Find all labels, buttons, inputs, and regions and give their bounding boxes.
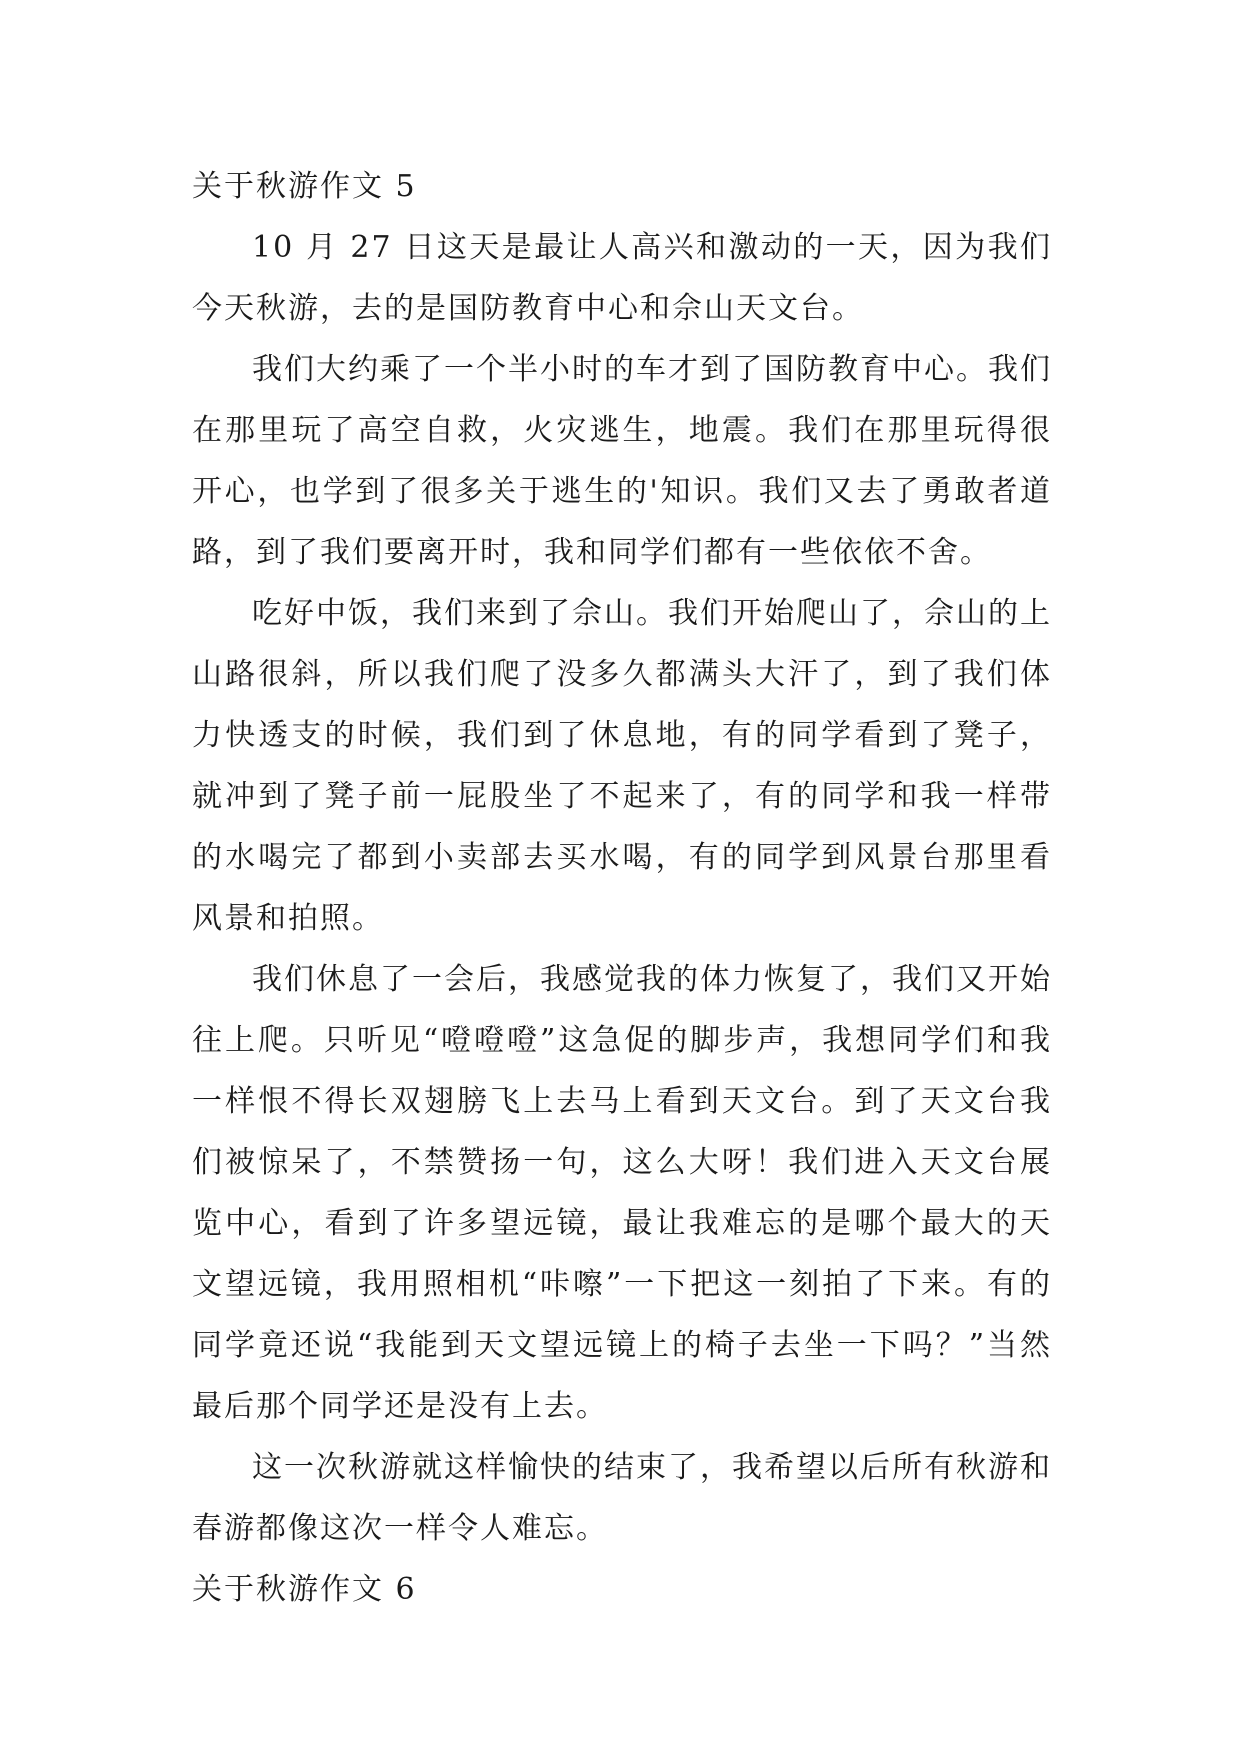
section-heading-5: 关于秋游作文 5	[192, 169, 417, 204]
section-heading-6: 关于秋游作文 6	[192, 1572, 417, 1607]
document-page	[192, 156, 1052, 1620]
paragraph-4: 我们休息了一会后，我感觉我的体力恢复了，我们又开始往上爬。只听见“噔噔噔”这急促的脚步声，我想同学们和我一样恨不得长双翅膀飞上去马上看到天文台。到了天文台我们被惊呆了，不禁赞扬一句，这么大呀！我们进入天文台展览中心，看到了许多望远镜，最让我难忘的是哪个最大的天文望远镜，我用照相机“咔嚓”一下把这一刻拍了下来。有的同学竟还说“我能到天文望远镜上的椅子去坐一下吗？”当然最后那个同学还是没有上去。	[192, 962, 1052, 1424]
paragraph-3: 吃好中饭，我们来到了佘山。我们开始爬山了，佘山的上山路很斜，所以我们爬了没多久都满头大汗了，到了我们体力快透支的时候，我们到了休息地，有的同学看到了凳子，就冲到了凳子前一屁股坐了不起来了，有的同学和我一样带的水喝完了都到小卖部去买水喝，有的同学到风景台那里看风景和拍照。	[192, 596, 1052, 936]
paragraph-1: 10 月 27 日这天是最让人高兴和激动的一天，因为我们今天秋游，去的是国防教育中心和佘山天文台。	[192, 230, 1052, 326]
paragraph-2: 我们大约乘了一个半小时的车才到了国防教育中心。我们在那里玩了高空自救，火灾逃生，地震。我们在那里玩得很开心，也学到了很多关于逃生的'知识。我们又去了勇敢者道路，到了我们要离开时，我和同学们都有一些依依不舍。	[192, 352, 1052, 570]
paragraph-5: 这一次秋游就这样愉快的结束了，我希望以后所有秋游和春游都像这次一样令人难忘。	[192, 1450, 1052, 1546]
